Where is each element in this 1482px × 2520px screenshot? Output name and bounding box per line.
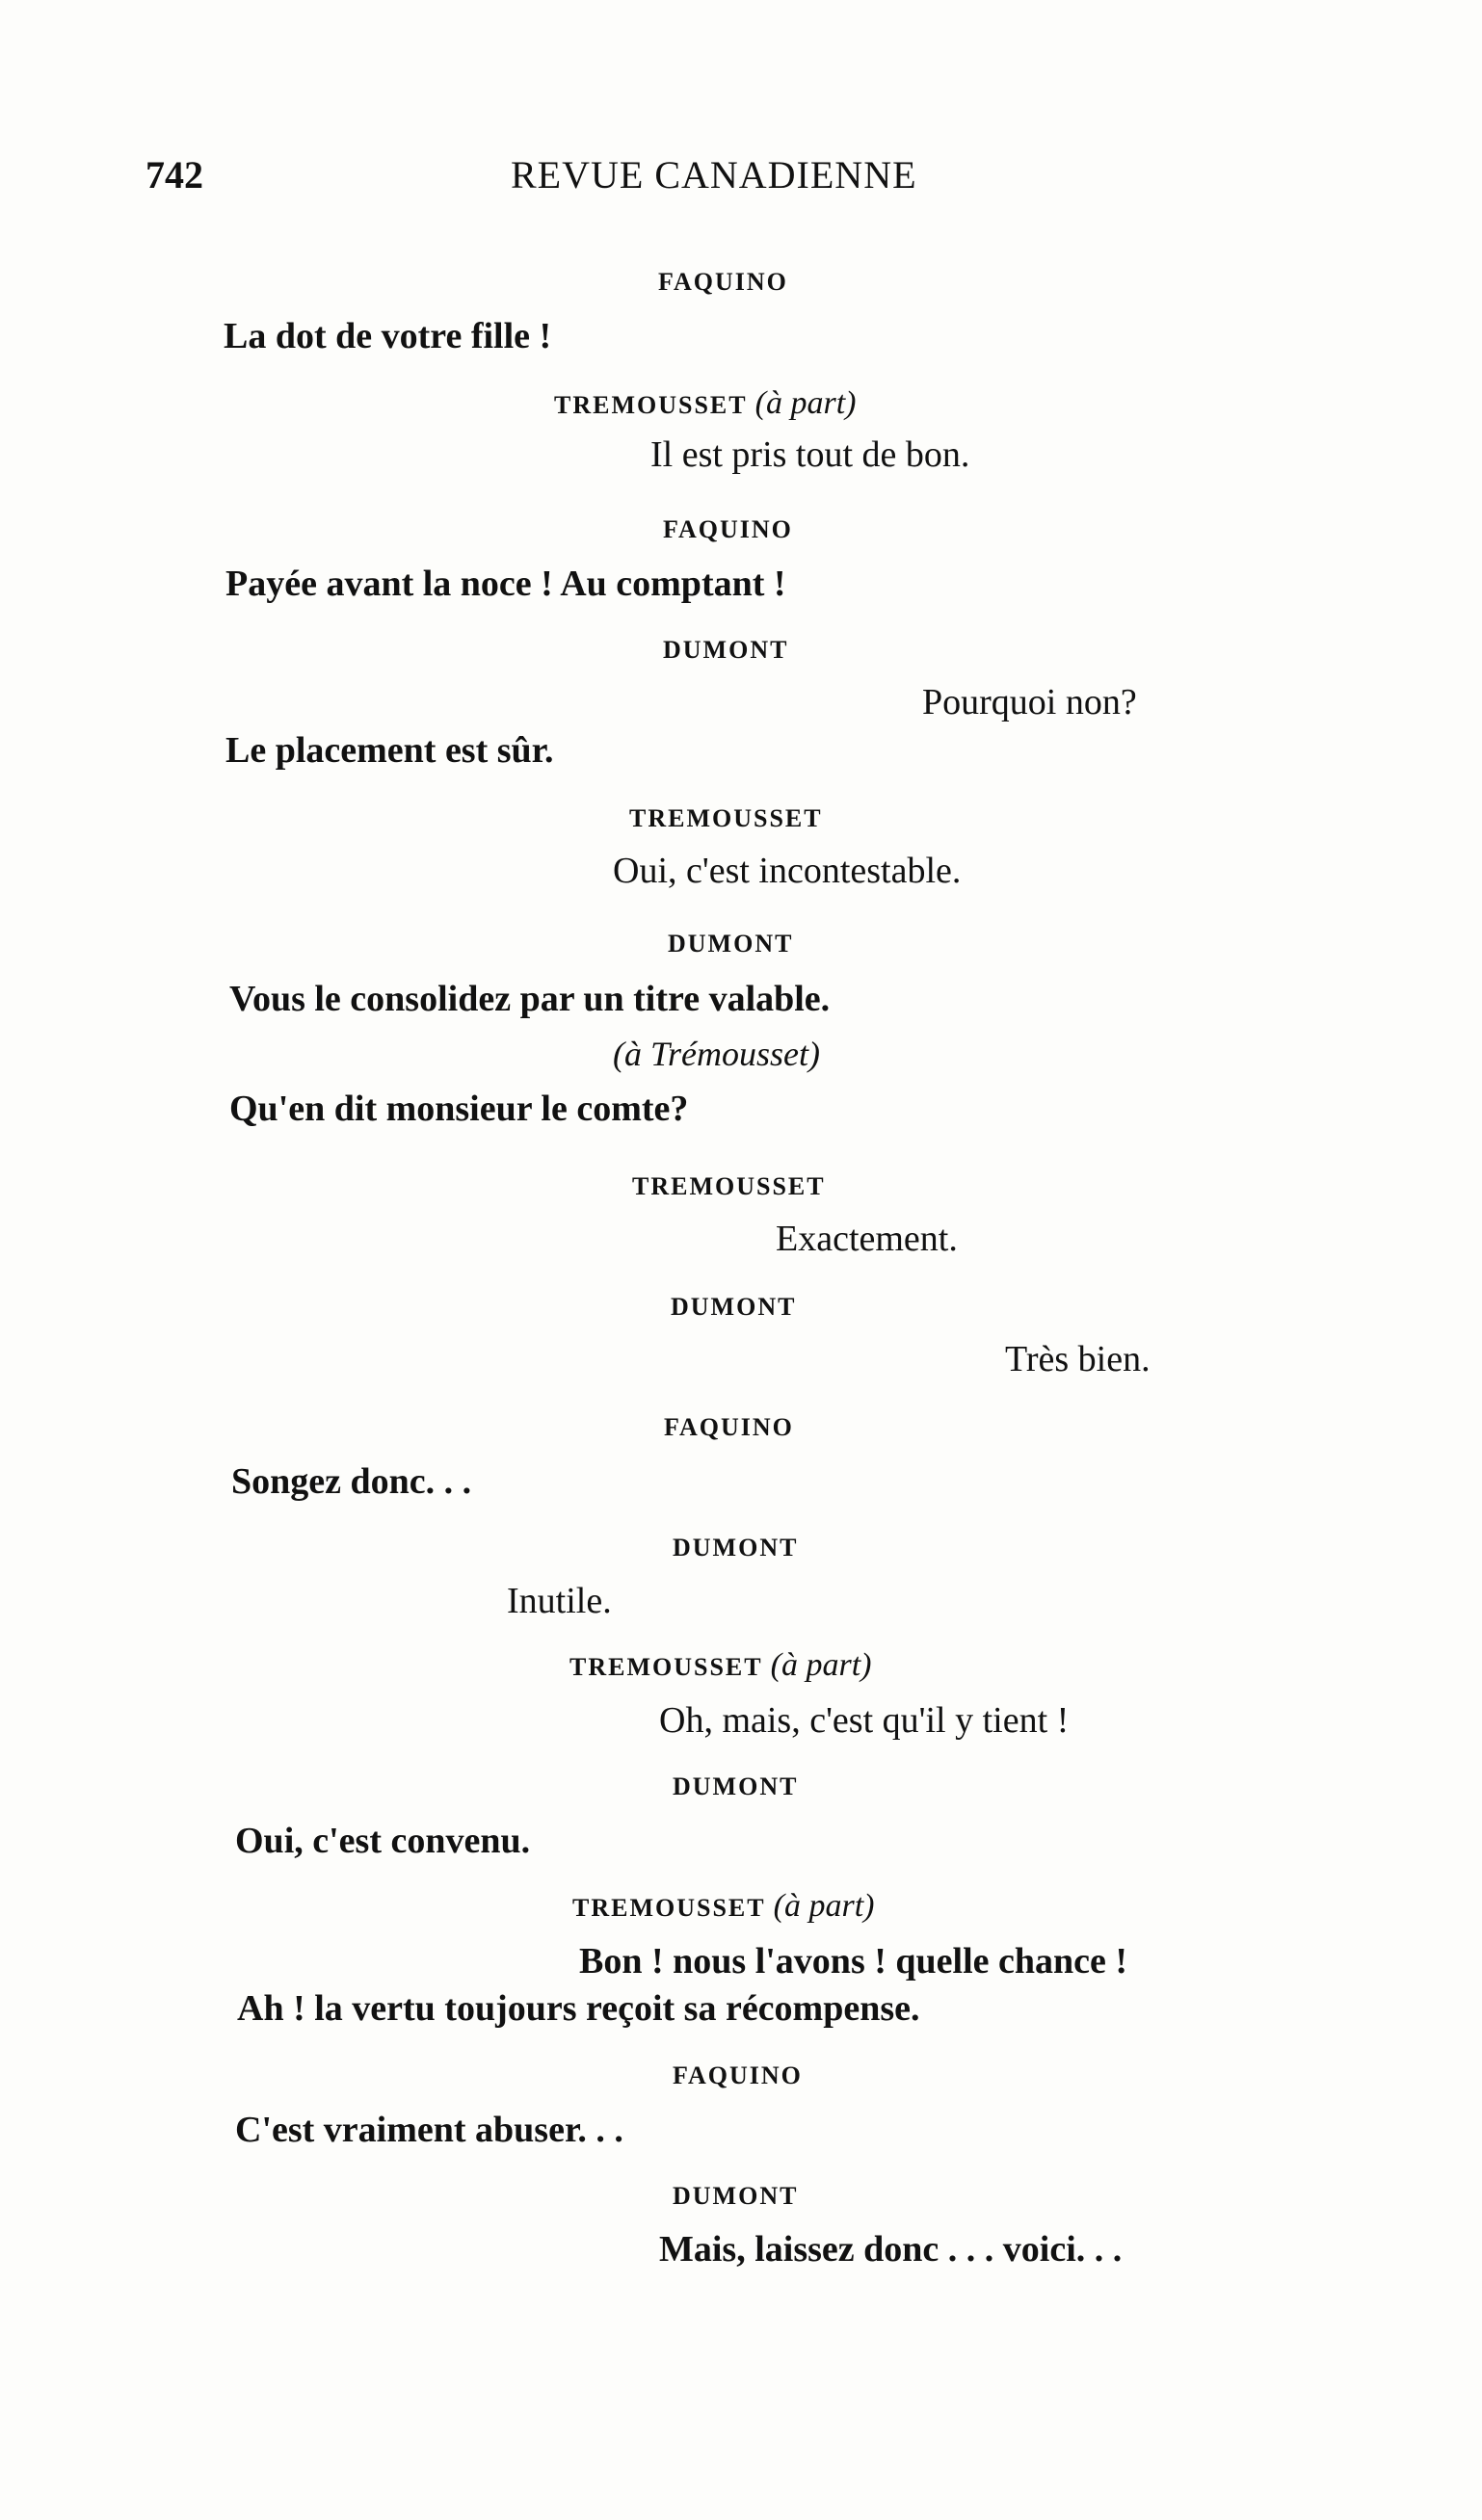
speaker-name: FAQUINO: [663, 515, 793, 543]
speaker-name: [554, 387, 856, 420]
dialogue-line: Inutile.: [507, 1581, 612, 1621]
stage-direction: (à part): [773, 1888, 875, 1924]
speaker-name: [569, 1649, 871, 1682]
speaker-label: TREMOUSSET: [569, 1653, 763, 1681]
speaker-name: [572, 1890, 874, 1923]
dialogue-line: Le placement est sûr.: [225, 730, 554, 771]
dialogue-line: Il est pris tout de bon.: [650, 434, 970, 475]
stage-direction: (à part): [770, 1647, 872, 1683]
speaker-name: FAQUINO: [664, 1413, 794, 1441]
speaker-name: DUMONT: [668, 930, 794, 958]
dialogue-line: La dot de votre fille !: [224, 316, 552, 356]
dialogue-line: Payée avant la noce ! Au comptant !: [225, 564, 786, 604]
speaker-label: TREMOUSSET: [572, 1894, 766, 1922]
page-number: 742: [146, 153, 203, 197]
speaker-label: TREMOUSSET: [554, 391, 748, 419]
stage-direction: (à part): [754, 385, 857, 421]
stage-direction: (à Trémousset): [613, 1035, 820, 1073]
dialogue-line: Oui, c'est incontestable.: [613, 851, 962, 891]
speaker-name: DUMONT: [663, 636, 789, 664]
speaker-name: TREMOUSSET: [629, 804, 823, 832]
dialogue-line: Bon ! nous l'avons ! quelle chance !: [579, 1941, 1128, 1982]
speaker-name: FAQUINO: [673, 2061, 803, 2089]
speaker-name: DUMONT: [671, 1293, 797, 1321]
dialogue-line: Oh, mais, c'est qu'il y tient !: [659, 1700, 1070, 1741]
speaker-name: DUMONT: [673, 2182, 799, 2210]
dialogue-line: Exactement.: [776, 1219, 958, 1259]
speaker-name: TREMOUSSET: [632, 1172, 826, 1200]
speaker-name: DUMONT: [673, 1772, 799, 1800]
dialogue-line: Pourquoi non?: [922, 682, 1137, 722]
dialogue-line: Vous le consolidez par un titre valable.: [229, 979, 831, 1019]
dialogue-line: Qu'en dit monsieur le comte?: [229, 1089, 689, 1129]
dialogue-line: Très bien.: [1005, 1339, 1151, 1379]
dialogue-line: C'est vraiment abuser. . .: [235, 2110, 623, 2150]
dialogue-line: Mais, laissez donc . . . voici. . .: [659, 2229, 1123, 2270]
speaker-name: DUMONT: [673, 1534, 799, 1562]
speaker-name: FAQUINO: [658, 268, 788, 296]
dialogue-line: Oui, c'est convenu.: [235, 1821, 531, 1861]
dialogue-line: Ah ! la vertu toujours reçoit sa récompense.: [237, 1988, 920, 2029]
running-title: REVUE CANADIENNE: [511, 153, 917, 197]
dialogue-line: Songez donc. . .: [231, 1461, 472, 1502]
